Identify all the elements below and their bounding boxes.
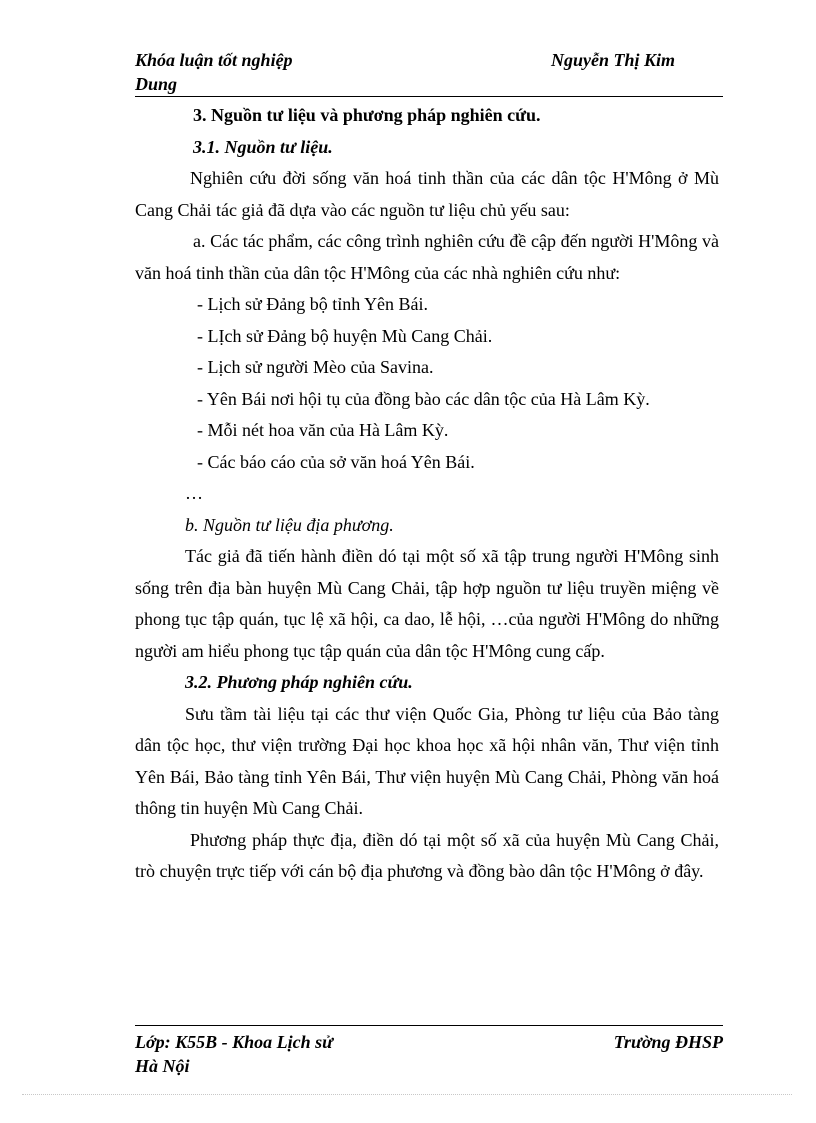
intro-paragraph: Nghiên cứu đời sống văn hoá tinh thần của các dân tộc H'Mông ở Mù Cang Chải tác giả đã dựa vào các nguồn tư liệu chủ yếu sau: xyxy=(135,168,719,220)
page-header xyxy=(135,48,723,98)
source-item-a: a. Các tác phẩm, các công trình nghiên cứu đề cập đến người H'Mông và văn hoá tinh thần của dân tộc H'Mông của các nhà nghiên cứu như: xyxy=(135,231,719,283)
footer-divider xyxy=(135,1025,723,1026)
source-list-item: - Lịch sử Đảng bộ tỉnh Yên Bái. xyxy=(197,294,429,314)
fieldwork-paragraph: Phương pháp thực địa, điền dó tại một số xã của huyện Mù Cang Chải, trò chuyện trực tiếp với cán bộ địa phương và đồng bào dân tộc H'Mông ở đây. xyxy=(135,829,719,881)
page-edge-dotted-line xyxy=(22,1094,792,1095)
header-author-name: Nguyễn Thị Kim xyxy=(551,50,676,70)
methods-paragraph: Sưu tầm tài liệu tại các thư viện Quốc Gia, Phòng tư liệu của Bảo tàng dân tộc học, thư viện trường Đại học khoa học xã hội nhân văn, Thư viện tỉnh Yên Bái, Bảo tàng tỉnh Yên Bái, Thư viện huyện Mù Cang Chải, Phòng văn hoá thông tin huyện Mù Cang Chải. xyxy=(135,703,719,818)
subsection-title-methods: 3.2. Phương pháp nghiên cứu. xyxy=(185,672,413,692)
source-item-b: b. Nguồn tư liệu địa phương. xyxy=(185,514,394,535)
local-sources-paragraph: Tác giả đã tiến hành điền dó tại một số xã tập trung người H'Mông sinh sống trên địa bàn huyện Mù Cang Chải, tập hợp nguồn tư liệu truyền miệng về phong tục tập quán, tục lệ xã hội, ca dao, lễ hội, …của người H'Mông do những người am hiểu phong tục tập quán của dân tộc H'Mông cung cấp. xyxy=(135,546,719,661)
source-list-item: - Các báo cáo của sở văn hoá Yên Bái. xyxy=(197,451,475,472)
source-list-item: - LỊch sử Đảng bộ huyện Mù Cang Chải. xyxy=(197,325,493,346)
source-list-item: - Yên Bái nơi hội tụ của đồng bào các dân tộc của Hà Lâm Kỳ. xyxy=(197,388,650,409)
header-thesis-title: Khóa luận tốt nghiệp xyxy=(135,50,293,70)
footer-university-city: Hà Nội xyxy=(135,1056,190,1076)
ellipsis: … xyxy=(185,483,203,503)
document-body xyxy=(135,100,719,888)
footer-university: Trường ĐHSP xyxy=(613,1032,723,1052)
section-title: 3. Nguồn tư liệu và phương pháp nghiên cứu. xyxy=(193,105,541,125)
source-list-item: - Lịch sử người Mèo của Savina. xyxy=(197,357,434,377)
source-list-item: - Mỗi nét hoa văn của Hà Lâm Kỳ. xyxy=(197,420,449,440)
page-footer xyxy=(135,1030,723,1080)
header-author-name-continued: Dung xyxy=(135,74,178,94)
subsection-title-sources: 3.1. Nguồn tư liệu. xyxy=(193,136,333,157)
footer-class-info: Lớp: K55B - Khoa Lịch sử xyxy=(135,1032,333,1052)
header-divider xyxy=(135,96,723,97)
